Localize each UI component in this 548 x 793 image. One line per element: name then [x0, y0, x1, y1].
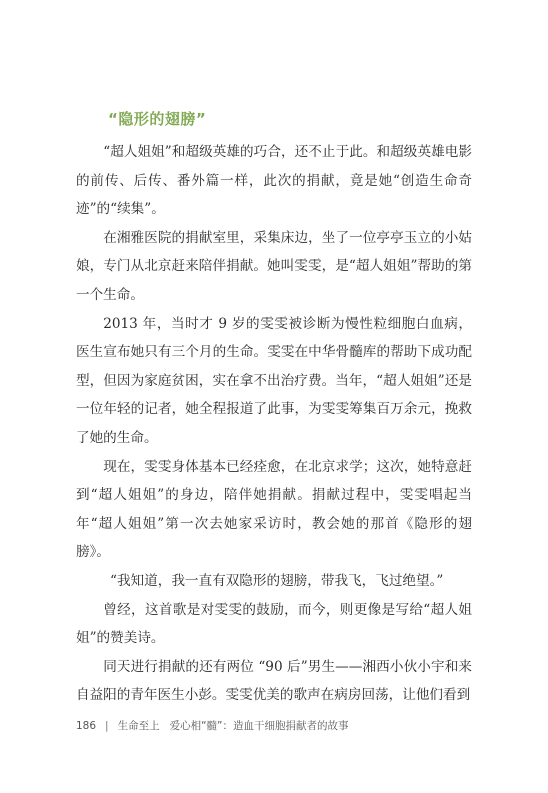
paragraph: 2013 年，当时才 9 岁的雯雯被诊断为慢性粒细胞白血病，医生宣布她只有三个月的生命。雯雯在中华骨髓库的帮助下成功配型，但因为家庭贫困，实在拿不出治疗费。当年，“超人姐姐”还是一位年轻的记者，她全程报道了此事，为雯雯筹集百万余元，挽救了她的生命。: [76, 315, 472, 446]
paragraph: 现在，雯雯身体基本已经痊愈，在北京求学；这次，她特意赶到“超人姐姐”的身边，陪伴她捐献。捐献过程中，雯雯唱起当年“超人姐姐”第一次去她家采访时，教会她的那首《隐形的翅膀》。: [76, 458, 472, 561]
body-text: [76, 138, 472, 710]
song-lyric-quote: “我知道，我一直有双隐形的翅膀，带我飞，飞过绝望。”: [110, 572, 444, 589]
page-number: 186: [76, 720, 97, 732]
paragraph: “超人姐姐”和超级英雄的巧合，还不止于此。和超级英雄电影的前传、后传、番外篇一样，此次的捐献，竟是她“创造生命奇迹”的“续集”。: [76, 144, 472, 218]
book-title: 爱心相“髓”：造血干细胞捐献者的故事: [169, 720, 349, 732]
paragraph: 在湘雅医院的捐献室里，采集床边，坐了一位亭亭玉立的小姑娘，专门从北京赶来陪伴捐献。她叫雯雯，是“超人姐姐”帮助的第一个生命。: [76, 229, 472, 303]
paragraph: 同天进行捐献的还有两位 “90 后”男生——湘西小伙小宇和来自益阳的青年医生小彭。雯雯优美的歌声在病房回荡，让他们看到: [76, 658, 472, 704]
section-heading: “隐形的翅膀”: [108, 110, 207, 128]
paragraph: 曾经，这首歌是对雯雯的鼓励，而今，则更像是写给“超人姐姐”的赞美诗。: [76, 601, 472, 647]
series-title: 生命至上: [117, 720, 160, 732]
page-footer: [76, 718, 348, 733]
footer-separator: |: [105, 720, 109, 732]
